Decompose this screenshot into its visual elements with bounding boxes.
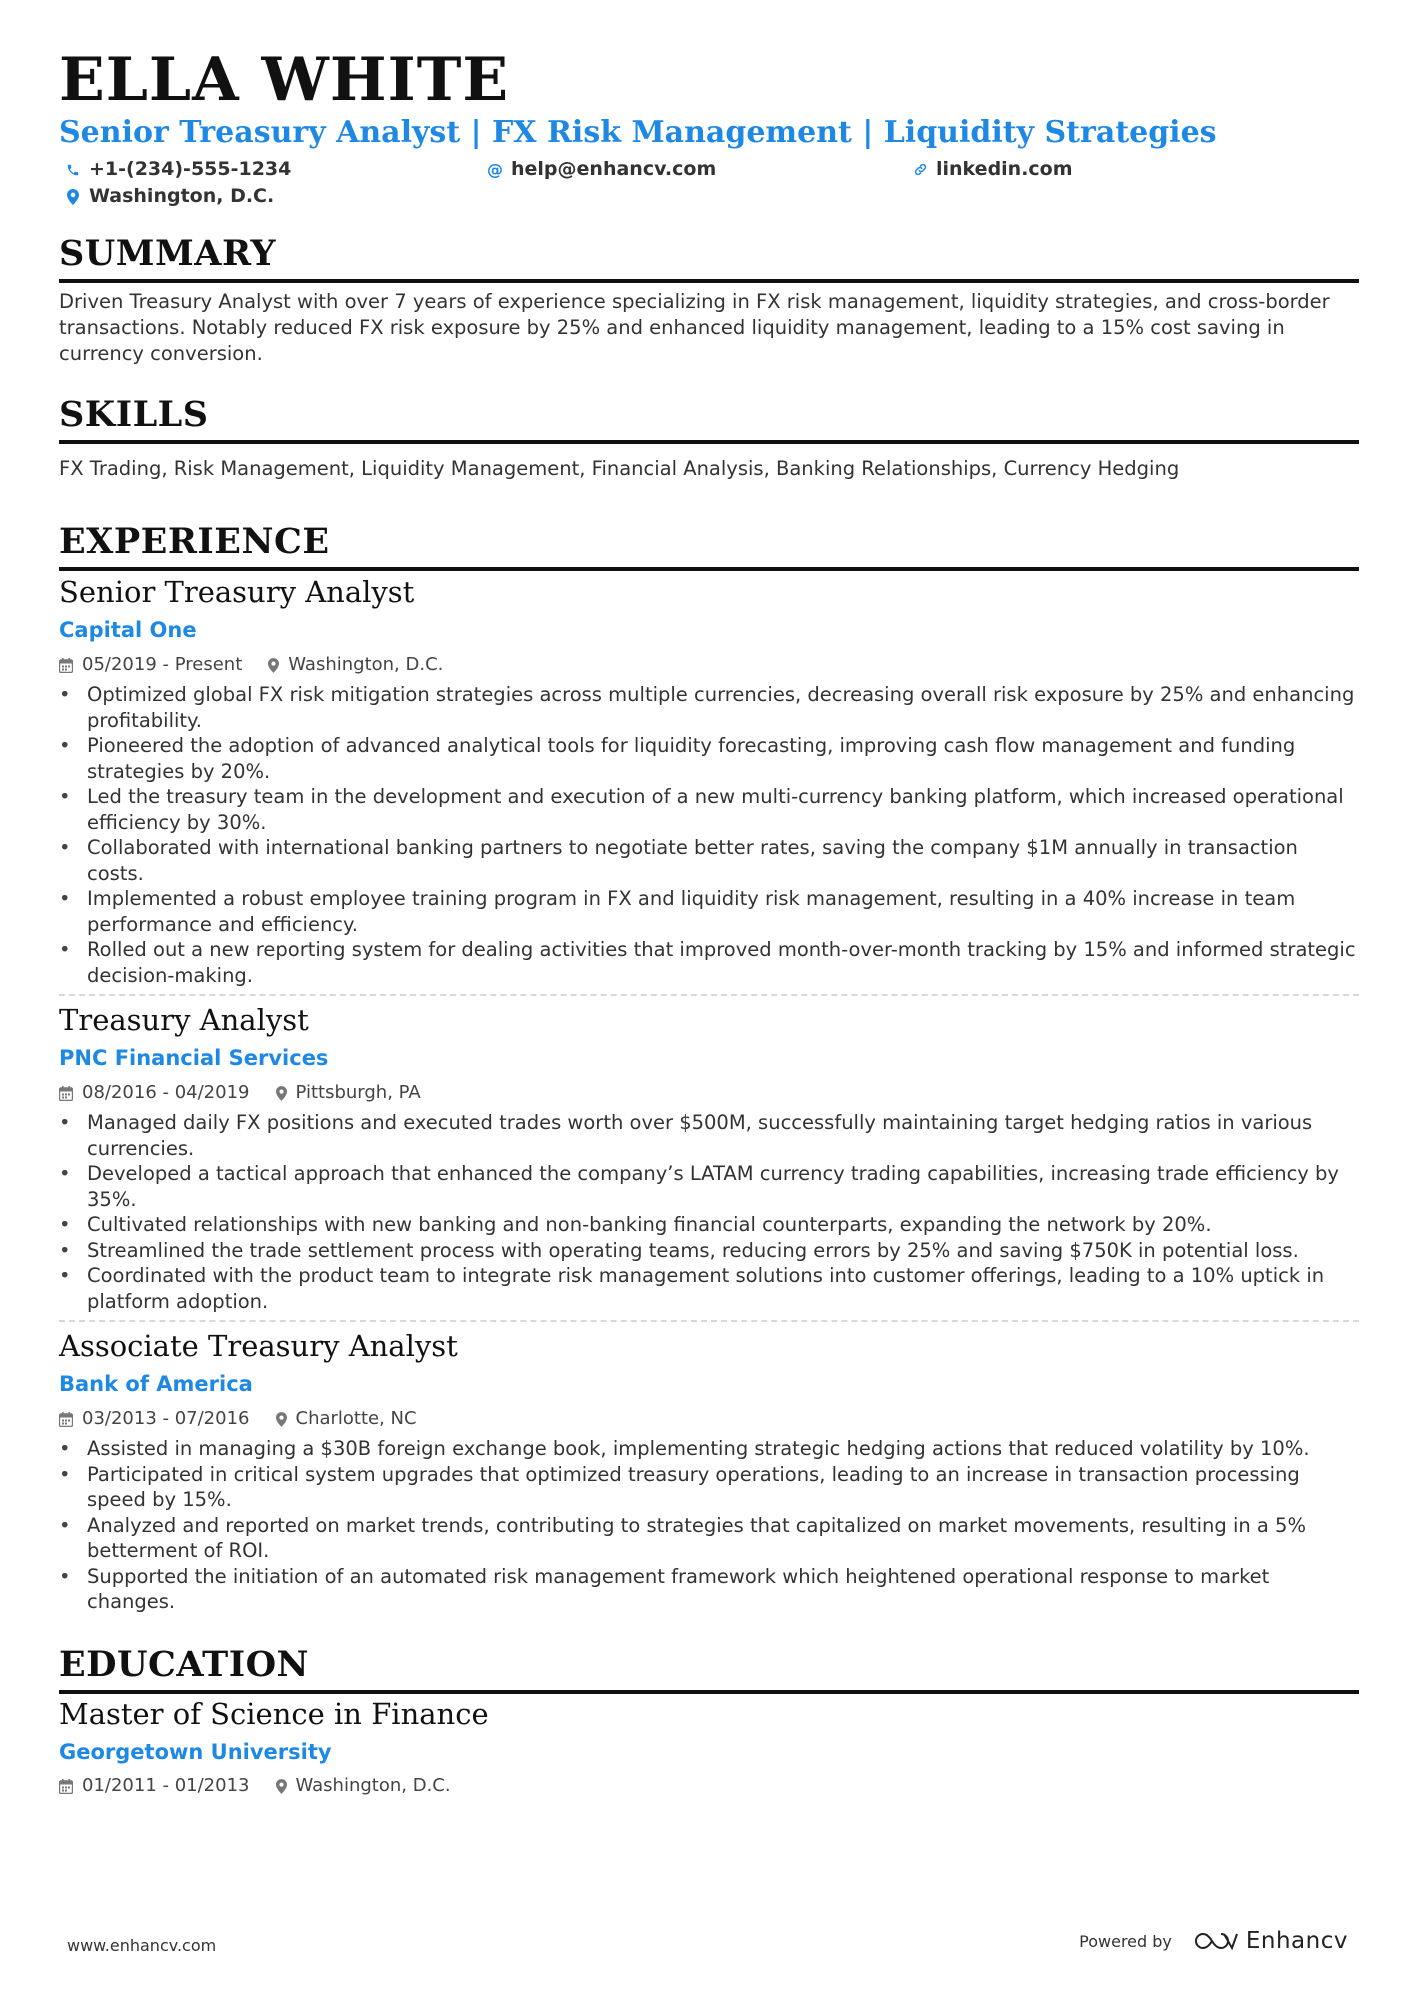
enhancv-logo-icon [1194,1930,1238,1952]
job-meta [59,1084,421,1102]
footer-branding[interactable] [1079,1928,1348,1954]
calendar-icon [59,658,73,673]
job-location: Charlotte, NC [295,1408,417,1429]
job-bullets [59,1436,1359,1615]
contact-website[interactable] [912,160,1073,179]
job-title: Treasury Analyst [59,1003,309,1037]
list-item: • Developed a tactical approach that enhanced the company’s LATAM currency trading capabilities, increasing trade efficiency by 35%. [59,1162,1339,1211]
at-icon: @ [487,159,503,179]
map-pin-icon [276,1412,287,1427]
list-item: • Assisted in managing a $30B foreign exchange book, implementing strategic hedging actions that reduced volatility by 10%. [59,1437,1310,1460]
job-location: Washington, D.C. [288,654,444,675]
calendar-icon [59,1086,73,1101]
education-meta [59,1777,451,1795]
map-pin-icon [65,189,81,205]
job-location: Pittsburgh, PA [295,1082,421,1103]
enhancv-logo [1194,1928,1348,1954]
list-item: • Managed daily FX positions and executed trades worth over $500M, successfully maintaining target hedging ratios in various currencies. [59,1111,1313,1160]
job-title: Associate Treasury Analyst [59,1329,458,1363]
calendar-icon [59,1779,73,1794]
list-item: • Implemented a robust employee training program in FX and liquidity risk management, resulting in a 40% increase in team performance and efficiency. [59,887,1296,936]
skills-text: FX Trading, Risk Management, Liquidity Management, Financial Analysis, Banking Relationships, Currency Hedging [59,457,1180,480]
contact-phone[interactable] [65,160,291,179]
list-item: • Collaborated with international banking partners to negotiate better rates, saving the company $1M annually in transaction costs. [59,836,1298,885]
website-text: linkedin.com [936,158,1073,180]
list-item: • Cultivated relationships with new banking and non-banking financial counterparts, expanding the network by 20%. [59,1213,1212,1236]
powered-by-label: Powered by [1079,1931,1172,1951]
link-icon [912,162,928,177]
summary-text: Driven Treasury Analyst with over 7 years of experience specializing in FX risk management, liquidity strategies, and cross-border transactions. Notably reduced FX risk exposure by 25% and enhanced liquidity management, leading to a 15% cost saving in currency conversion. [59,290,1330,365]
job-divider [59,994,1359,996]
map-pin-icon [276,1779,287,1794]
list-item: • Coordinated with the product team to integrate risk management solutions into customer offerings, leading to a 10% uptick in platform adoption. [59,1264,1325,1313]
list-item: • Led the treasury team in the development and execution of a new multi-currency banking platform, which increased operational efficiency by 30%. [59,785,1344,834]
calendar-icon [59,1412,73,1427]
list-item: • Supported the initiation of an automated risk management framework which heightened operational response to market changes. [59,1564,1270,1613]
list-item: • Analyzed and reported on market trends, contributing to strategies that capitalized on market movements, resulting in a 5% betterment of ROI. [59,1513,1306,1562]
job-meta [59,656,443,674]
job-dates: 05/2019 - Present [82,654,243,675]
job-meta [59,1410,417,1428]
section-title-education: EDUCATION [59,1647,1359,1694]
map-pin-icon [268,658,279,673]
phone-icon [65,163,81,177]
section-title-experience: EXPERIENCE [59,524,1359,571]
school-name: Georgetown University [59,1740,332,1764]
education-dates: 01/2011 - 01/2013 [82,1775,250,1796]
phone-text: +1-(234)-555-1234 [89,158,292,180]
company-name: Bank of America [59,1372,253,1396]
company-name: Capital One [59,618,197,642]
job-title: Senior Treasury Analyst [59,575,415,609]
company-name: PNC Financial Services [59,1046,329,1070]
list-item: • Rolled out a new reporting system for dealing activities that improved month-over-month tracking by 15% and informed strategic decision-making. [59,938,1356,987]
map-pin-icon [276,1086,287,1101]
job-bullets [59,682,1359,988]
email-text: help@enhancv.com [511,158,717,180]
degree-title: Master of Science in Finance [59,1697,489,1731]
list-item: • Participated in critical system upgrades that optimized treasury operations, leading to an increase in transaction processing speed by 15%. [59,1462,1300,1511]
list-item: • Pioneered the adoption of advanced analytical tools for liquidity forecasting, improving cash flow management and funding strategies by 20%. [59,734,1296,783]
headline: Senior Treasury Analyst | FX Risk Management | Liquidity Strategies [59,115,1217,150]
job-bullets [59,1110,1359,1314]
list-item: • Optimized global FX risk mitigation strategies across multiple currencies, decreasing overall risk exposure by 25% and enhancing profitability. [59,683,1355,732]
section-title-summary: SUMMARY [59,236,1359,283]
section-title-skills: SKILLS [59,397,1359,444]
brand-name: Enhancv [1245,1928,1348,1954]
education-location: Washington, D.C. [295,1775,451,1796]
footer-website[interactable]: www.enhancv.com [67,1936,217,1955]
location-text: Washington, D.C. [89,185,275,207]
job-dates: 03/2013 - 07/2016 [82,1408,250,1429]
job-dates: 08/2016 - 04/2019 [82,1082,250,1103]
job-divider [59,1320,1359,1322]
contact-location [65,187,274,206]
contact-email[interactable] [487,160,716,179]
list-item: • Streamlined the trade settlement process with operating teams, reducing errors by 25% and saving $750K in potential loss. [59,1238,1299,1262]
candidate-name: ELLA WHITE [59,45,510,115]
